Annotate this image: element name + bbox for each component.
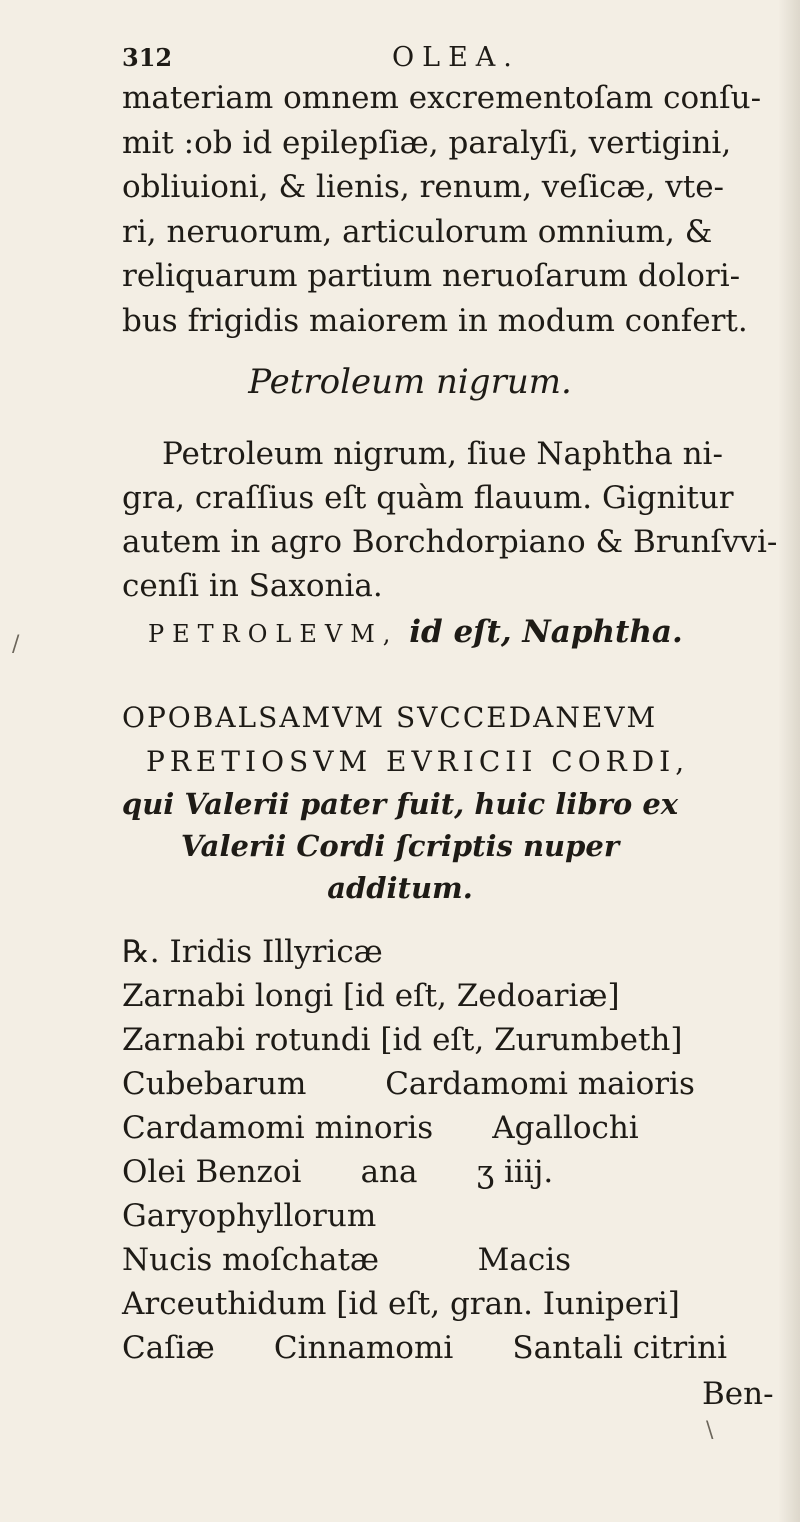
recipe-line: Arceuthidum [id eſt, gran. Iuniperi]	[122, 1286, 680, 1322]
text-line: bus frigidis maiorem in modum confert.	[122, 303, 748, 339]
stray-mark-icon: \	[706, 1418, 714, 1443]
catchword: Ben-	[702, 1376, 774, 1412]
page-number: 312	[122, 43, 173, 72]
recipe-line: Zarnabi longi [id eſt, Zedoariæ]	[122, 978, 620, 1014]
recipe-title-3: qui Valerii pater fuit, huic libro ex	[121, 787, 679, 821]
recipe-line: Caſiæ Cinnamomi Santali citrini	[122, 1330, 728, 1366]
text-line: Petroleum nigrum, ſiue Naphtha ni-	[162, 436, 723, 472]
running-title: OLEA.	[392, 42, 520, 73]
recipe-line: Cardamomi minoris Agallochi	[122, 1110, 639, 1146]
recipe-title-4: Valerii Cordi ſcriptis nuper	[180, 829, 620, 863]
text-line: obliuioni, & lienis, renum, veſicæ, vte-	[122, 169, 725, 205]
text-line: cenſi in Saxonia.	[122, 568, 383, 604]
recipe-title-2: PRETIOSVM EVRICII CORDI,	[146, 745, 690, 778]
recipe-line: Nucis moſchatæ Macis	[122, 1242, 572, 1278]
recipe-line: ℞. Iridis Illyricæ	[122, 934, 383, 970]
recipe-title-1: OPOBALSAMVM SVCCEDANEVM	[122, 701, 658, 734]
recipe-line: Cubebarum Cardamomi maioris	[122, 1066, 695, 1102]
recipe-line: Zarnabi rotundi [id eſt, Zurumbeth]	[122, 1022, 683, 1058]
recipe-line: Garyophyllorum	[122, 1198, 377, 1234]
gloss-word: PETROLEVM,	[148, 620, 399, 648]
gloss-line	[148, 610, 800, 656]
margin-mark-icon: /	[12, 632, 20, 657]
recipe-title-5: additum.	[327, 871, 473, 905]
text-line: ri, neruorum, articulorum omnium, &	[122, 214, 713, 250]
text-line: reliquarum partium neruoſarum dolori-	[122, 258, 741, 294]
gloss-meaning: id eſt, Naphtha.	[398, 614, 683, 650]
text-line: gra, craſſius eſt quàm flauum. Gignitur	[122, 480, 734, 516]
recipe-line: Olei Benzoi ana ʒ iiij.	[122, 1154, 554, 1190]
text-line: mit :ob id epilepſiæ, paralyſi, vertigini,	[122, 125, 732, 161]
text-line: materiam omnem excrementoſam conſu-	[122, 80, 762, 116]
text-line: autem in agro Borchdorpiano & Brunſvvi-	[122, 524, 778, 560]
section-heading-petroleum: Petroleum nigrum.	[248, 362, 572, 402]
